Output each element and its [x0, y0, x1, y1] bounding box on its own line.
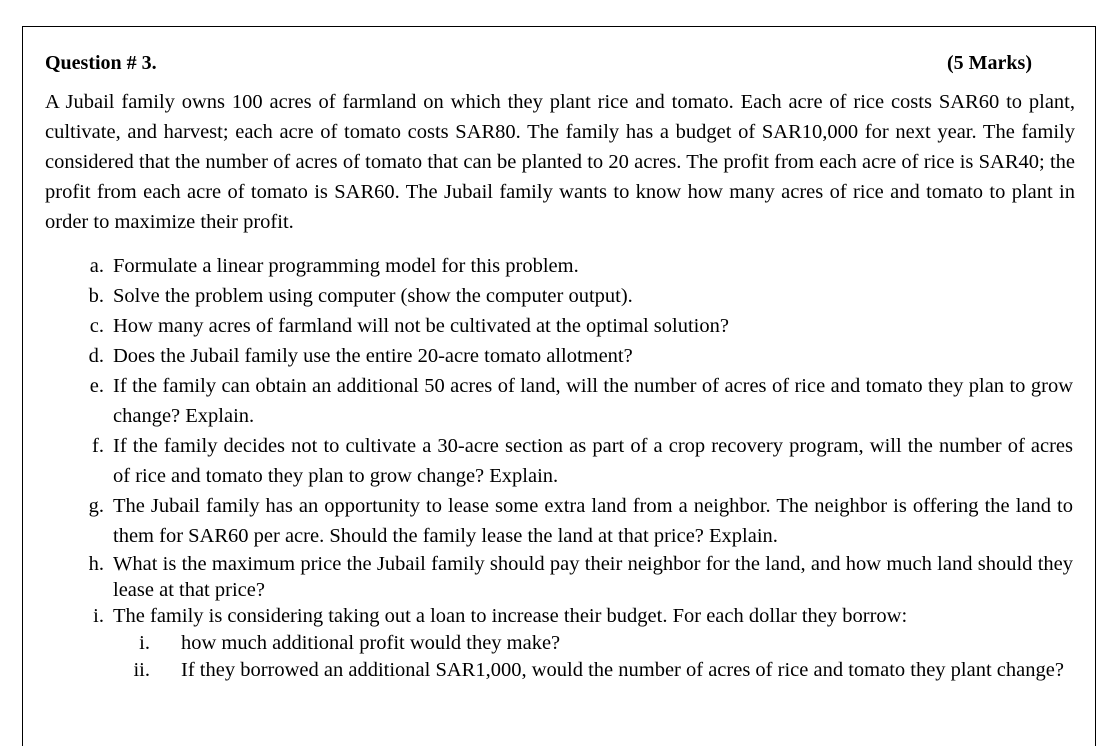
item-text: Formulate a linear programming model for this problem.: [113, 255, 579, 277]
sub-item-text: If they borrowed an additional SAR1,000, would the number of acres of rice and tomato they plant change?: [181, 659, 1064, 681]
item-text: Does the Jubail family use the entire 20-acre tomato allotment?: [113, 345, 633, 367]
item-label: h.: [88, 553, 104, 575]
question-header: [45, 52, 1032, 78]
item-text: What is the maximum price the Jubail family should pay their neighbor for the land, and how much land should they lease at that price?: [113, 553, 1073, 601]
item-label: c.: [89, 315, 104, 337]
sub-item-text: how much additional profit would they make?: [181, 632, 561, 654]
item-text: The Jubail family has an opportunity to lease some extra land from a neighbor. The neighbor is offering the land to them for SAR60 per acre. Should the family lease the land at that price? Explain.: [113, 495, 1073, 547]
item-label: f.: [92, 435, 104, 457]
item-label: d.: [88, 345, 104, 367]
item-text: Solve the problem using computer (show the computer output).: [113, 285, 633, 307]
item-text: If the family can obtain an additional 50 acres of land, will the number of acres of rice and tomato they plan to grow change? Explain.: [113, 375, 1073, 427]
item-text: How many acres of farmland will not be cultivated at the optimal solution?: [113, 315, 729, 337]
item-label: g.: [88, 495, 104, 517]
item-text: The family is considering taking out a loan to increase their budget. For each dollar they borrow:: [113, 605, 908, 627]
sub-item-label: i.: [139, 632, 150, 654]
item-label: i.: [93, 605, 104, 627]
item-label: a.: [89, 255, 104, 277]
sub-item-label: ii.: [133, 659, 150, 681]
problem-statement: A Jubail family owns 100 acres of farmland on which they plant rice and tomato. Each acre of rice costs SAR60 to plant, cultivate, and harvest; each acre of tomato costs SAR80. The family has a budget of SAR10,000 for next year. The family considered that the number of acres of tomato that can be planted to 20 acres. The profit from each acre of rice is SAR40; the profit from each acre of tomato is SAR60. The Jubail family wants to know how many acres of rice and tomato to plant in order to maximize their profit.: [45, 91, 1075, 233]
question-marks: (5 Marks): [947, 52, 1032, 74]
item-label: e.: [89, 375, 104, 397]
question-title: Question # 3.: [45, 52, 157, 74]
item-text: If the family decides not to cultivate a 30-acre section as part of a crop recovery program, will the number of acres of rice and tomato they plan to grow change? Explain.: [113, 435, 1073, 487]
item-label: b.: [88, 285, 104, 307]
